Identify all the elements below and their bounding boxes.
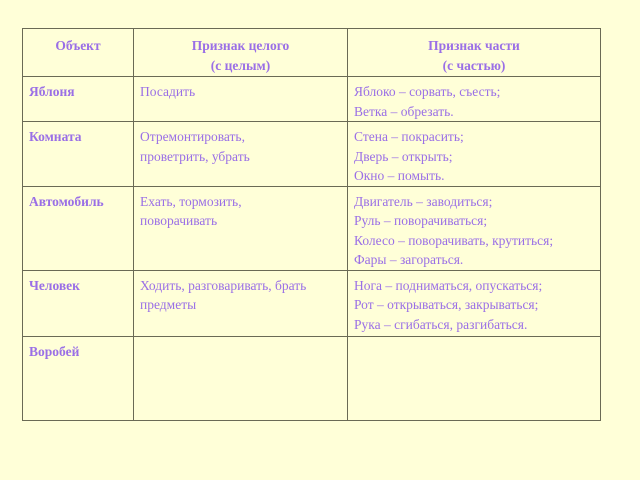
part-cell <box>348 77 601 122</box>
whole-cell <box>134 77 348 122</box>
whole-cell-empty <box>134 336 348 420</box>
whole-text: Ехать, тормозить, <box>140 193 242 209</box>
object-name: Яблоня <box>29 84 75 99</box>
table-row <box>23 122 601 187</box>
header-object <box>23 29 134 77</box>
whole-cell <box>134 122 348 187</box>
whole-cell <box>134 186 348 270</box>
part-cell <box>348 122 601 187</box>
part-text: Ветка – обрезать. <box>354 103 454 119</box>
whole-text: поворачивать <box>140 213 218 228</box>
part-text: Колесо – поворачивать, крутиться; <box>354 232 554 248</box>
header-part-sublabel: (с частью) <box>442 58 506 73</box>
whole-text: Ходить, разговаривать, брать <box>140 277 307 293</box>
header-whole-sublabel: (с целым) <box>210 58 271 73</box>
part-text: Двигатель – заводиться; <box>354 193 493 209</box>
part-cell-empty <box>348 336 601 420</box>
object-name: Комната <box>29 129 82 144</box>
table-row <box>23 336 601 420</box>
part-cell <box>348 270 601 336</box>
part-text: Руль – поворачиваться; <box>354 213 488 228</box>
whole-cell <box>134 270 348 336</box>
table-row <box>23 186 601 270</box>
header-whole-attribute <box>134 29 348 77</box>
part-text: Окно – помыть. <box>354 168 445 183</box>
header-part-attribute <box>348 29 601 77</box>
object-name: Воробей <box>29 343 80 359</box>
object-cell <box>23 186 134 270</box>
object-name: Автомобиль <box>29 193 104 209</box>
object-attributes-table <box>22 28 601 421</box>
whole-text: предметы <box>140 297 197 312</box>
whole-text: Отремонтировать, <box>140 129 245 144</box>
part-text: Нога – подниматься, опускаться; <box>354 277 543 293</box>
object-cell <box>23 122 134 187</box>
header-part-label: Признак части <box>428 38 520 53</box>
part-cell <box>348 186 601 270</box>
object-cell <box>23 77 134 122</box>
object-cell <box>23 336 134 420</box>
table-row <box>23 270 601 336</box>
table-row <box>23 77 601 122</box>
header-row <box>23 29 601 77</box>
part-text: Рот – открываться, закрываться; <box>354 297 539 312</box>
object-name: Человек <box>29 277 80 293</box>
part-text: Фары – загораться. <box>354 252 464 267</box>
part-text: Рука – сгибаться, разгибаться. <box>354 316 528 332</box>
part-text: Дверь – открыть; <box>354 148 453 164</box>
part-text: Стена – покрасить; <box>354 129 464 144</box>
whole-text: проветрить, убрать <box>140 148 250 164</box>
header-object-label: Объект <box>55 38 101 53</box>
part-text: Яблоко – сорвать, съесть; <box>354 84 501 99</box>
object-cell <box>23 270 134 336</box>
whole-text: Посадить <box>140 84 196 99</box>
header-whole-label: Признак целого <box>191 38 290 53</box>
